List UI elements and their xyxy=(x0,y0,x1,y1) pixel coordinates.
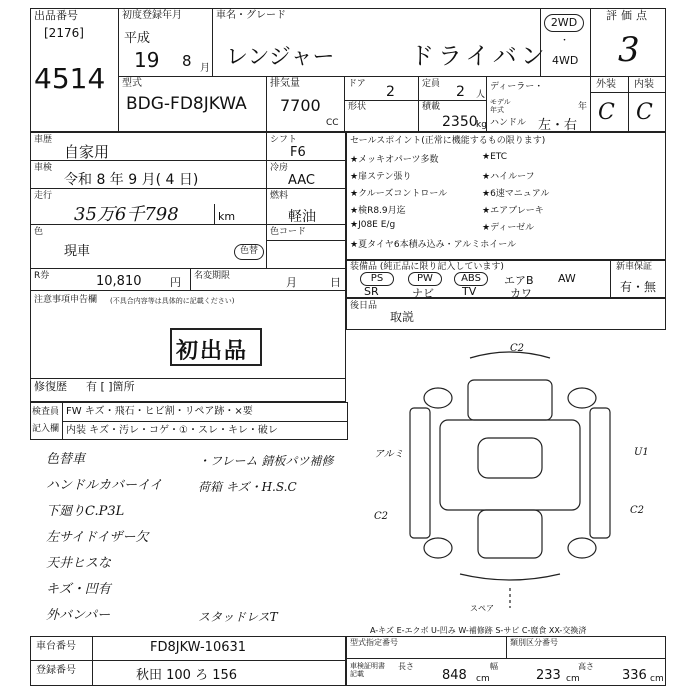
class-no-label: 類別区分番号 xyxy=(510,638,558,647)
shift-label: シフト xyxy=(270,135,298,145)
wheel-fl xyxy=(424,388,452,408)
selling-points-header: セールスポイント(正常に機能するもの限ります) xyxy=(350,136,546,146)
dealer-label: ディーラー・ xyxy=(490,82,544,92)
inspection-label: 車検 xyxy=(34,163,53,173)
capacity-unit: 人 xyxy=(476,90,486,100)
color-code-label: 色コード xyxy=(270,227,307,237)
load-unit: kg xyxy=(476,120,487,130)
interior-label: 内装 xyxy=(634,79,654,90)
equipment-item: AW xyxy=(558,272,576,285)
fuel-value: 軽油 xyxy=(288,209,316,225)
diagram-c2-left: C2 xyxy=(374,511,389,522)
chassis-value: FD8JKW-10631 xyxy=(150,640,247,655)
chassis-label: 車台番号 xyxy=(36,641,76,652)
fuel-label: 燃料 xyxy=(270,191,289,201)
car-diagram xyxy=(360,338,660,618)
new-warranty-value: 有・無 xyxy=(620,280,657,294)
name-change-label: 名変期限 xyxy=(194,271,231,281)
cert-width-label: 幅 xyxy=(490,662,498,671)
handle-value: 左・右 xyxy=(538,118,578,133)
handwritten-note: キズ・凹有 xyxy=(46,582,111,597)
mileage-value: 35万6千798 xyxy=(74,204,179,225)
exterior-value: C xyxy=(598,100,615,125)
handwritten-note: 天井ヒスな xyxy=(46,556,112,571)
diagram-c2-right: C2 xyxy=(630,505,645,516)
model-label: 型式 xyxy=(122,78,142,89)
dealer-unit: 年 xyxy=(578,102,588,112)
cert-width: 233 xyxy=(536,668,561,683)
load-label: 積載 xyxy=(422,102,441,112)
inspector-row1: FW キズ・飛石・ヒビ割・リペア跡・×要 xyxy=(66,406,253,417)
selling-point-item: ★6速マニュアル xyxy=(482,189,550,199)
score-value: 3 xyxy=(618,30,640,70)
name-label: 車名・グレード xyxy=(216,10,286,21)
cert-height: 336 xyxy=(622,668,647,683)
left-side xyxy=(410,408,430,538)
selling-point-item: ★夏タイヤ6本積み込み・アルミホイール xyxy=(350,240,517,250)
displacement-label: 排気量 xyxy=(270,78,300,89)
shape-label: 形状 xyxy=(348,102,367,112)
selling-point-item: ★エアブレーキ xyxy=(482,206,544,216)
shift-value: F6 xyxy=(290,145,306,160)
cert-width-unit: cm xyxy=(566,674,580,684)
new-warranty-label: 新車保証 xyxy=(616,262,653,272)
mileage-unit: km xyxy=(218,210,236,223)
repair-label: 修復歴 xyxy=(34,380,67,393)
cert-length-label: 長さ xyxy=(398,662,414,671)
lot-label: 出品番号 xyxy=(34,9,78,22)
score-label: 評価点 xyxy=(606,9,651,22)
drive-4wd: 4WD xyxy=(552,54,579,67)
model-value: BDG-FD8JKWA xyxy=(126,94,247,114)
handwritten-note-right: スタッドレスT xyxy=(198,610,278,624)
equipment-item: PS xyxy=(360,272,394,286)
interior-value: C xyxy=(636,100,653,125)
selling-point-item: ★ディーゼル xyxy=(482,223,535,233)
capacity-value: 2 xyxy=(456,84,465,100)
capacity-label: 定員 xyxy=(422,79,441,89)
handwritten-note: 下廻りC.P3L xyxy=(46,504,125,519)
rcoupon-label: R券 xyxy=(34,271,50,281)
car-grade: ドライバン xyxy=(410,42,549,70)
exterior-label: 外装 xyxy=(596,79,616,90)
lot-sub: [2176] xyxy=(44,26,84,40)
selling-point-item: ★ハイルーフ xyxy=(482,172,535,182)
selling-point-item: ★ETC xyxy=(482,152,508,162)
car-title: レンジャー xyxy=(226,45,335,70)
first-reg-label: 初度登録年月 xyxy=(122,10,182,21)
inspector-label-1: 検査員 xyxy=(32,407,60,417)
doors-label: ドア xyxy=(348,79,366,89)
handle-label: ハンドル xyxy=(490,118,527,128)
displacement-value: 7700 xyxy=(280,96,321,115)
roof xyxy=(478,438,542,478)
inspector-row2: 内装 キズ・汚レ・コゲ・①・スレ・キレ・破レ xyxy=(66,425,278,436)
diagram-left-note: アルミ xyxy=(374,449,404,460)
cert-label: 車検証明書記載 xyxy=(350,662,385,678)
handwritten-note: 色替車 xyxy=(46,452,86,467)
handwritten-note: 左サイドイザー欠 xyxy=(46,530,149,545)
ac-label: 冷房 xyxy=(270,163,289,173)
ac-value: AAC xyxy=(288,173,315,188)
handwritten-note-right: 荷箱 キズ・H.S.C xyxy=(198,480,297,494)
diagram-spare: スペア xyxy=(470,604,494,613)
equipment-item: カワ xyxy=(510,287,532,300)
equipment-item: ナビ xyxy=(412,287,434,300)
model-year-label: モデル 年式 xyxy=(490,98,511,114)
equipment-item: ABS xyxy=(454,272,488,286)
back-seller-label: 後日品 xyxy=(350,301,378,311)
equipment-label: 装備品 (純正品に限り記入しています) xyxy=(350,262,504,272)
plate-label: 登録番号 xyxy=(36,665,76,676)
history-label: 車歴 xyxy=(34,135,53,145)
back-seller-value: 取説 xyxy=(390,310,415,324)
doors-value: 2 xyxy=(386,84,395,100)
hood xyxy=(468,380,552,420)
selling-point-item: ★扉ステン張り xyxy=(350,172,412,182)
cab xyxy=(440,420,580,510)
right-side xyxy=(590,408,610,538)
bed xyxy=(478,510,542,558)
rear-bumper xyxy=(460,574,560,580)
diagram-u1: U1 xyxy=(634,447,649,458)
cert-height-unit: cm xyxy=(650,674,664,684)
selling-point-item: ★メッキオパーツ多数 xyxy=(350,155,439,165)
cert-length: 848 xyxy=(442,668,467,683)
equipment-item: エアB xyxy=(504,274,534,287)
drive-dot: ・ xyxy=(560,36,570,46)
repair-value: 有 [ ]箇所 xyxy=(86,380,135,393)
color-value: 現車 xyxy=(64,244,91,259)
notes-label: 注意事項申告欄 xyxy=(34,295,98,305)
history-value: 自家用 xyxy=(64,143,110,161)
handwritten-note: 外バンパー xyxy=(46,608,111,623)
stamp-text: 初出品 xyxy=(176,339,249,364)
first-reg-era: 平成 xyxy=(124,31,151,46)
wheel-fr xyxy=(568,388,596,408)
wheel-rl xyxy=(424,538,452,558)
first-reg-month: 8 xyxy=(182,52,192,70)
first-reg-month-unit: 月 xyxy=(200,63,210,74)
rcoupon-value: 10,810 xyxy=(96,274,142,289)
repaint-mark: 色替 xyxy=(234,244,264,260)
plate-value: 秋田 100 ろ 156 xyxy=(136,668,238,683)
inspector-label-2: 記入欄 xyxy=(32,424,60,434)
cert-length-unit: cm xyxy=(476,674,490,684)
cert-height-label: 高さ xyxy=(578,662,594,671)
equipment-item: SR xyxy=(364,285,379,298)
load-value: 2350 xyxy=(442,114,478,130)
rcoupon-unit: 円 xyxy=(170,276,181,289)
handwritten-note-right: ・フレーム 錆板パツ補修 xyxy=(198,454,334,468)
mileage-label: 走行 xyxy=(34,191,53,201)
model-spec-label: 型式指定番号 xyxy=(350,638,398,647)
displacement-unit: CC xyxy=(326,118,339,128)
first-reg-year: 19 xyxy=(134,48,160,72)
selling-point-item: ★検R8.9月迄 xyxy=(350,206,406,216)
damage-legend: A-キズ E-エクボ U-凹み W-補修跡 S-サビ C-腐食 XX-交換済 xyxy=(370,626,587,635)
selling-point-item: ★クルーズコントロール xyxy=(350,189,448,199)
equipment-item: PW xyxy=(408,272,442,286)
name-change-day: 日 xyxy=(330,276,341,289)
wheel-rr xyxy=(568,538,596,558)
color-label: 色 xyxy=(34,227,44,237)
name-change-month: 月 xyxy=(286,276,297,289)
equipment-item: TV xyxy=(462,285,477,298)
notes-sub: (不具合内容等は具体的に記載ください) xyxy=(110,297,235,305)
lot-number: 4514 xyxy=(34,62,106,95)
drive-2wd: 2WD xyxy=(544,14,584,32)
selling-point-item: ★J08E E/g xyxy=(350,220,396,230)
inspection-value: 令和 8 年 9 月( 4 日) xyxy=(64,172,199,188)
auction-sheet xyxy=(30,8,666,692)
handwritten-note: ハンドルカバーイイ xyxy=(46,478,163,493)
diagram-c2-top: C2 xyxy=(510,343,525,354)
